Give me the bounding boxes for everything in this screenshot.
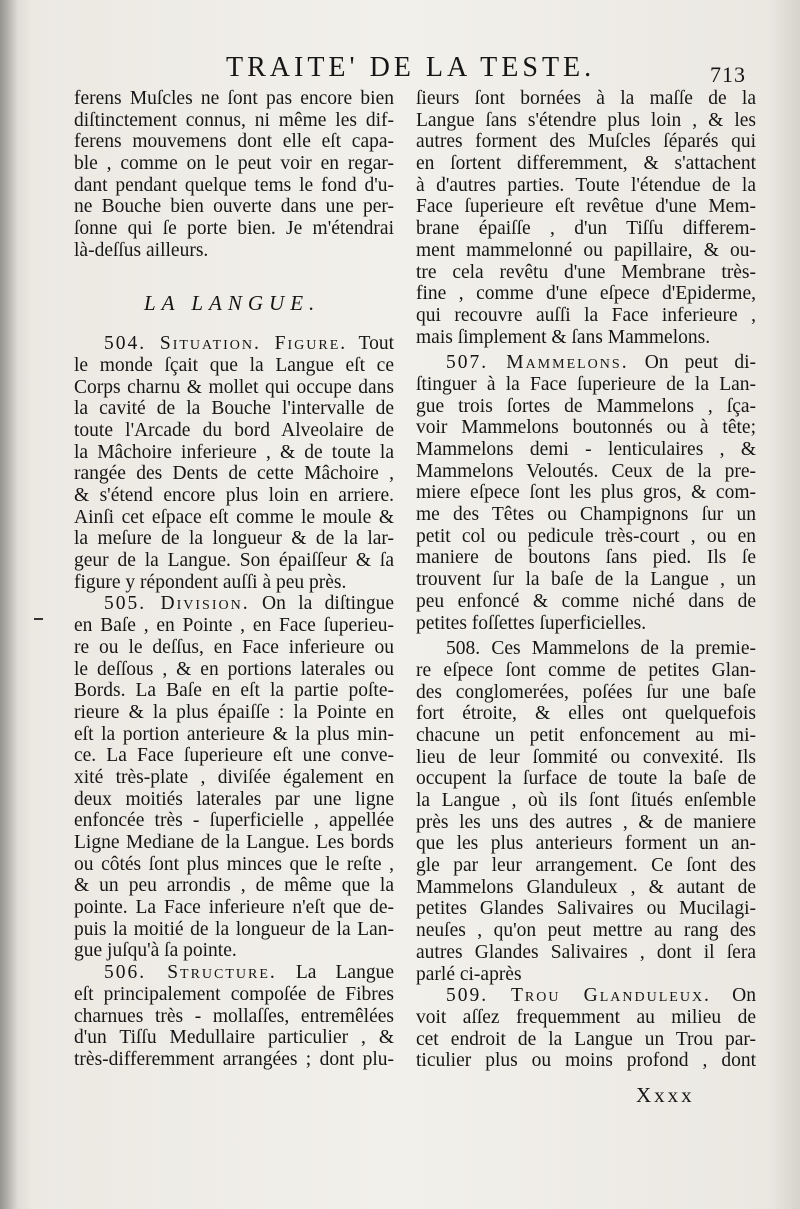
text-line: petit col ou pedicule très-court , ou en [416,525,756,547]
text-line: tre cela revêtu d'une Membrane très- [416,261,756,283]
paragraph-label: 506. Structure. [104,962,277,984]
text-line: diſtinctement connus, ni même les dif- [74,109,394,131]
text-line: gue trois ſortes de Mammelons , ſça- [416,395,756,417]
text-line: 509. Trou Glanduleux. On [446,985,756,1007]
running-head: TRAITE' DE LA TESTE. [226,52,596,83]
right-column [416,88,756,1072]
text-line: ce. La Face ſuperieure eſt une conve- [74,745,394,767]
text-line: le monde ſçait que la Langue eſt ce [74,354,394,376]
spacer [74,323,394,333]
text-line: gue juſqu'à ſa pointe. [74,940,237,962]
text-line: miere eſpece ſont les plus gros, & com- [416,482,756,504]
text-line: figure y répondent auſſi à peu près. [74,571,347,593]
text-line: re ou le deſſus, en Face inferieure ou [74,636,394,658]
text-line: fort étroite, & elles ont quelquefois [416,703,756,725]
text-line: petites foſſettes ſuperficielles. [416,612,647,634]
text-line: trouvent ſur la baſe de la Langue , un [416,569,756,591]
margin-mark [34,618,43,620]
paragraph-507 [416,352,756,634]
text-line: & un peu arrondis , de même que la [74,875,394,897]
text-line: ne Bouche bien ouverte dans une per- [74,196,394,218]
text-line: là-deſſus ailleurs. [74,239,209,261]
text-line: ment mammelonné ou papillaire, & ou- [416,239,756,261]
text-line: 506. Structure. La Langue [104,962,394,984]
paragraph-label: 509. Trou Glanduleux. [446,985,711,1007]
text-line: occupent la ſurface de toute la baſe de [416,768,756,790]
text-line: gle par leur arrangement. Ce ſont des [416,855,756,877]
text-line: ticulier plus ou moins profond , dont [416,1050,756,1072]
text-line: à d'autres parties. Toute l'étendue de la [416,174,756,196]
text-line: la meſure de la longueur & de la lar- [74,528,394,550]
text-line: dant pendant quelque tems le fond d'u- [74,174,394,196]
text-line: près les uns des autres , & de maniere [416,811,756,833]
text-line: ſieurs ſont bornées à la maſſe de la [416,88,756,109]
text-line: neuſes , qu'on peut mettre au rang des [416,920,756,942]
text-line: Corps charnu & mollet qui occupe dans [74,376,394,398]
text-line: 508. Ces Mammelons de la premie- [446,638,756,660]
text-line: lieu de leur ſommité ou convexité. Ils [416,746,756,768]
text-line: xité très-plate , diviſée également en [74,766,394,788]
text-line: la Mâchoire inferieure , & de toute la [74,441,394,463]
text-line: toute l'Arcade du bord Alveolaire de [74,419,394,441]
text-line: brane épaiſſe , d'un Tiſſu differem- [416,218,756,240]
text-line: la cavité de la Bouche l'intervalle de [74,398,394,420]
text-line: Mammelons demi - lenticulaires , & [416,439,756,460]
text-line: autres forment des Muſcles ſéparés qui [416,131,756,153]
text-line: geur de la Langue. Son épaiſſeur & ſa [74,550,394,572]
text-line: Langue ſans s'étendre plus loin , & les [416,109,756,131]
text-line: deux moitiés laterales par une ligne [74,788,394,810]
gutter-shadow [0,0,18,1209]
text-line: en ſortent differemment, & s'attachent [416,153,756,175]
spacer [74,262,394,284]
text-line: voir Mammelons boutonnés ou à tête; [416,417,756,439]
text-line: autres Glandes Salivaires , dont il ſera [416,941,756,963]
text-line: que les plus anterieurs forment un an- [416,833,756,855]
text-line: en Baſe , en Pointe , en Face ſuperieu- [74,615,394,637]
text-line: fine , comme d'une eſpece d'Epiderme, [416,283,756,305]
text-line: peu enfoncé & comme niché dans de [416,590,756,612]
paragraph-505 [74,593,394,962]
text-line: Mammelons Glanduleux , & autant de [416,876,756,898]
paragraph-509 [416,985,756,1072]
text-line: ou côtés ſont plus minces que le reſte , [74,853,394,875]
text-line: & s'étend encore plus loin en arriere. [74,485,394,506]
text-line: la Langue , où ils ſont ſitués enſemble [416,790,756,811]
text-line: Mammelons Veloutés. Ceux de la pre- [416,460,756,482]
text-line: ble , comme on le peut voir en regar- [74,153,394,175]
text-line: parlé ci-après [416,963,522,985]
text-line: le deſſous , & en portions laterales ou [74,658,394,680]
text-line: des conglomerées, poſées ſur une baſe [416,681,756,703]
text-line: charnues très - mollaſſes, entremêlées [74,1005,394,1027]
text-line: cet endroit de la Langue un Trou par- [416,1028,756,1050]
text-line: ſonne qui ſe porte bien. Je m'étendrai [74,218,394,240]
text-line: enfoncée très - ſuperficielle , appellée [74,810,394,832]
left-column [74,88,394,1071]
text-line: chacune un petit enfoncement au mi- [416,724,756,746]
text-line: ferens Muſcles ne ſont pas encore bien [74,88,394,109]
text-line: 507. Mammelons. On peut di- [446,352,756,374]
text-line: pointe. La Face inferieure n'eſt que de- [74,897,394,919]
text-line: puis la moitié de la longueur de la Lan- [74,918,394,940]
text-line: petites Glandes Salivaires ou Mucilagi- [416,898,756,920]
text-line: maniere de boutons ſans pied. Ils ſe [416,547,756,569]
paragraph-508 [416,638,756,985]
paragraph-504 [74,333,394,593]
text-line: 504. Situation. Figure. Tout [104,333,394,355]
text-line: 505. Division. On la diſtingue [104,593,395,615]
text-line: qui recouvre auſſi la Face inferieure , [416,304,756,326]
paragraph-continued [74,88,394,262]
text-line: mais ſimplement & ſans Mammelons. [416,326,711,348]
text-line: re eſpece ſont comme de petites Glan- [416,659,756,681]
page-number: 713 [710,62,746,87]
text-line: d'un Tiſſu Medullaire particulier , & [74,1027,394,1049]
text-line: ſtinguer à la Face ſuperieure de la Lan- [416,373,756,395]
text-line: eſt principalement compoſée de Fibres [74,983,394,1005]
text-line: Bords. La Baſe en eſt la partie poſte- [74,680,394,702]
signature-mark: Xxxx [636,1083,695,1107]
text-line: eſt la portion anterieure & la plus min- [74,723,394,745]
text-line: Ligne Mediane de la Langue. Les bords [74,832,394,853]
paragraph-continued [416,88,756,348]
paragraph-label: 507. Mammelons. [446,352,629,374]
paragraph-label: 505. Division. [104,593,250,615]
text-line: me des Têtes ou Champignons ſur un [416,504,756,526]
text-line: ferens mouvemens dont elle eſt capa- [74,131,394,153]
section-heading: LA LANGUE. [144,291,321,316]
paragraph-label: 504. Situation. Figure. [104,333,348,355]
text-line: Ainſi cet eſpace eſt comme le moule & [74,506,394,528]
text-line: très-differemment arrangées ; dont plu- [74,1048,394,1070]
text-line: voit aſſez frequemment au milieu de [416,1006,756,1028]
text-line: rangée des Dents de cette Mâchoire , [74,463,394,485]
paragraph-506 [74,962,394,1070]
text-line: Face ſuperieure eſt revêtue d'une Mem- [416,196,756,218]
text-line: rieure & la plus épaiſſe : la Pointe en [74,701,394,723]
